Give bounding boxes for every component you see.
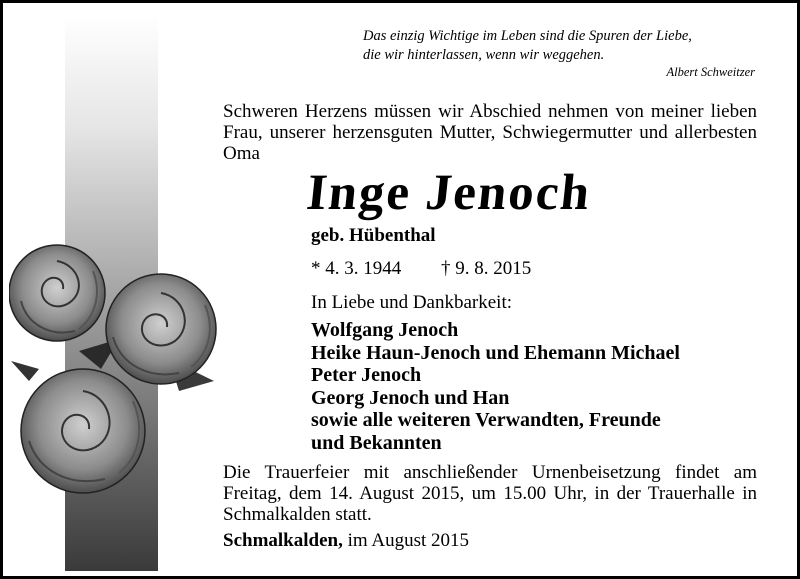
rose-top-left — [9, 245, 105, 341]
roses-image — [9, 241, 221, 503]
mourner-item: sowie alle weiteren Verwandten, Freunde — [311, 409, 661, 431]
funeral-notice: Die Trauerfeier mit anschließender Urnenbeisetzung findet am Freitag, dem 14. August 2015, um 15.00 Uhr, in der Trauerhalle in Schmalkalden statt. — [223, 462, 757, 525]
place-town: Schmalkalden, — [223, 530, 343, 551]
place-month: im August 2015 — [347, 530, 469, 551]
death-date: † 9. 8. 2015 — [441, 258, 532, 279]
quote-author: Albert Schweitzer — [666, 65, 755, 79]
rose-right — [106, 274, 216, 384]
intro-text: Schweren Herzens müssen wir Abschied nehmen von meiner lieben Frau, unserer herzensguten Mutter, Schwiegermutter und allerbesten Oma — [223, 101, 757, 164]
deceased-name: Inge Jenoch — [304, 165, 595, 221]
life-dates — [311, 258, 532, 280]
quote-line: Das einzig Wichtige im Leben sind die Spuren der Liebe, — [363, 28, 692, 44]
mourner-item: Peter Jenoch — [311, 364, 422, 386]
mourner-item: Wolfgang Jenoch — [311, 319, 459, 341]
quote-line: die wir hinterlassen, wenn wir weggehen. — [363, 47, 605, 63]
mourners-list — [311, 319, 680, 454]
mourner-item: und Bekannten — [311, 431, 442, 454]
rose-bottom — [21, 369, 145, 493]
mourner-item: Georg Jenoch und Han — [311, 386, 510, 409]
maiden-name: geb. Hübenthal — [311, 225, 436, 246]
birth-date: * 4. 3. 1944 — [311, 258, 402, 279]
gratitude-line: In Liebe und Dankbarkeit: — [311, 292, 513, 313]
quote — [363, 27, 755, 80]
mourner-item: Heike Haun-Jenoch und Ehemann Michael — [311, 341, 680, 364]
place-date — [223, 530, 469, 552]
